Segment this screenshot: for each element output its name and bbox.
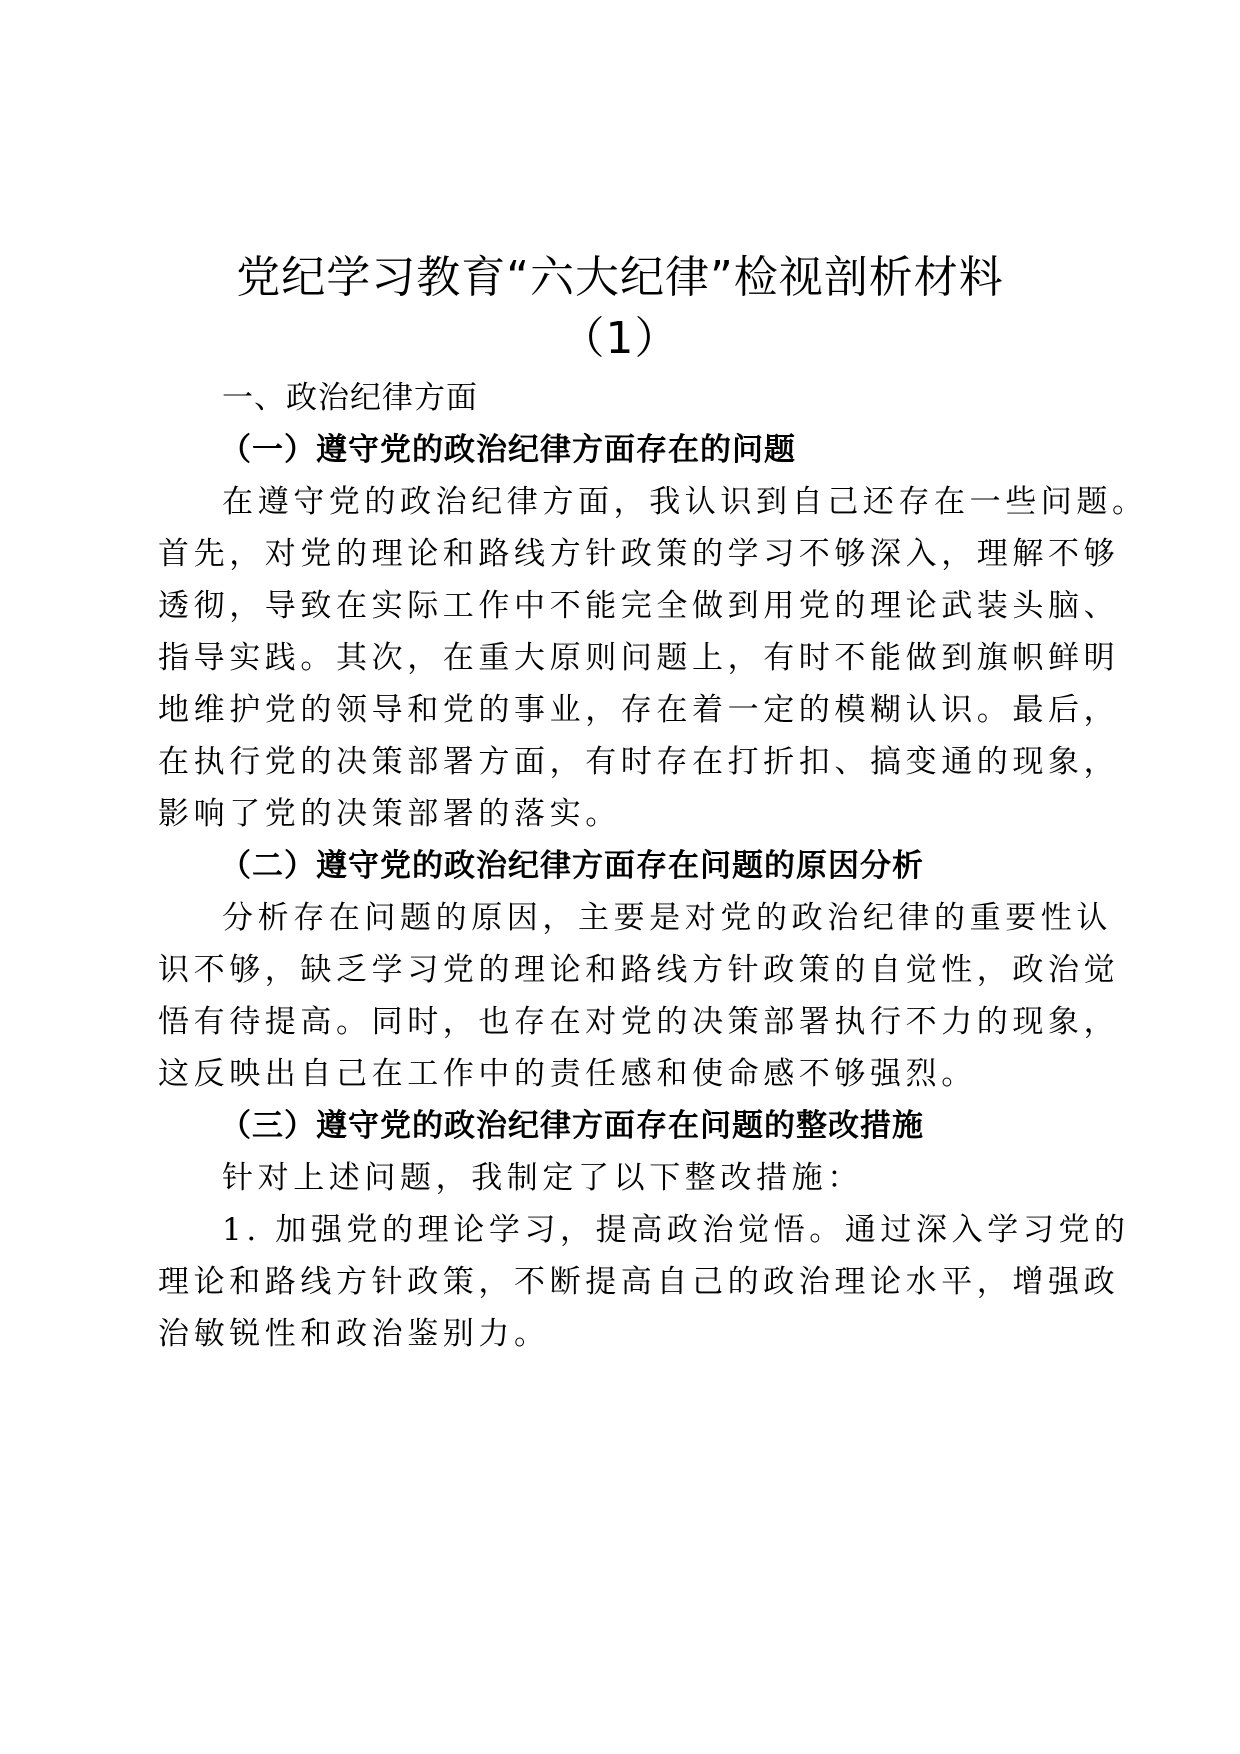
section-heading-political-discipline: 一、政治纪律方面 xyxy=(222,380,478,416)
document-title-number: （1） xyxy=(560,313,680,364)
paragraph-line: 影响了党的决策部署的落实。 xyxy=(158,796,621,832)
paragraph-line: 悟有待提高。同时，也存在对党的决策部署执行不力的现象， xyxy=(158,1004,1120,1040)
paragraph-line: 透彻，导致在实际工作中不能完全做到用党的理论武装头脑、 xyxy=(158,588,1120,624)
paragraph-line: 理论和路线方针政策，不断提高自己的政治理论水平，增强政 xyxy=(158,1264,1120,1300)
paragraph-line: 在执行党的决策部署方面，有时存在打折扣、搞变通的现象， xyxy=(158,744,1120,780)
paragraph-line: 针对上述问题，我制定了以下整改措施： xyxy=(222,1160,863,1196)
paragraph-line: 指导实践。其次，在重大原则问题上，有时不能做到旗帜鲜明 xyxy=(158,640,1120,676)
subsection-heading-rectification-measures: （三）遵守党的政治纪律方面存在问题的整改措施 xyxy=(220,1108,924,1144)
paragraph-line: 识不够，缺乏学习党的理论和路线方针政策的自觉性，政治觉 xyxy=(158,952,1120,988)
paragraph-line: 分析存在问题的原因，主要是对党的政治纪律的重要性认 xyxy=(222,900,1112,936)
paragraph-line: 这反映出自己在工作中的责任感和使命感不够强烈。 xyxy=(158,1056,977,1092)
list-item-line: 1. 加强党的理论学习，提高政治觉悟。通过深入学习党的 xyxy=(222,1212,1130,1248)
subsection-heading-problems: （一）遵守党的政治纪律方面存在的问题 xyxy=(220,432,796,468)
paragraph-line: 治敏锐性和政治鉴别力。 xyxy=(158,1316,550,1352)
document-title: 党纪学习教育“六大纪律”检视剖析材料 xyxy=(236,252,1004,303)
paragraph-line: 在遵守党的政治纪律方面，我认识到自己还存在一些问题。 xyxy=(222,484,1148,520)
paragraph-line: 首先，对党的理论和路线方针政策的学习不够深入，理解不够 xyxy=(158,536,1120,572)
subsection-heading-cause-analysis: （二）遵守党的政治纪律方面存在问题的原因分析 xyxy=(220,848,924,884)
paragraph-line: 地维护党的领导和党的事业，存在着一定的模糊认识。最后， xyxy=(158,692,1120,728)
